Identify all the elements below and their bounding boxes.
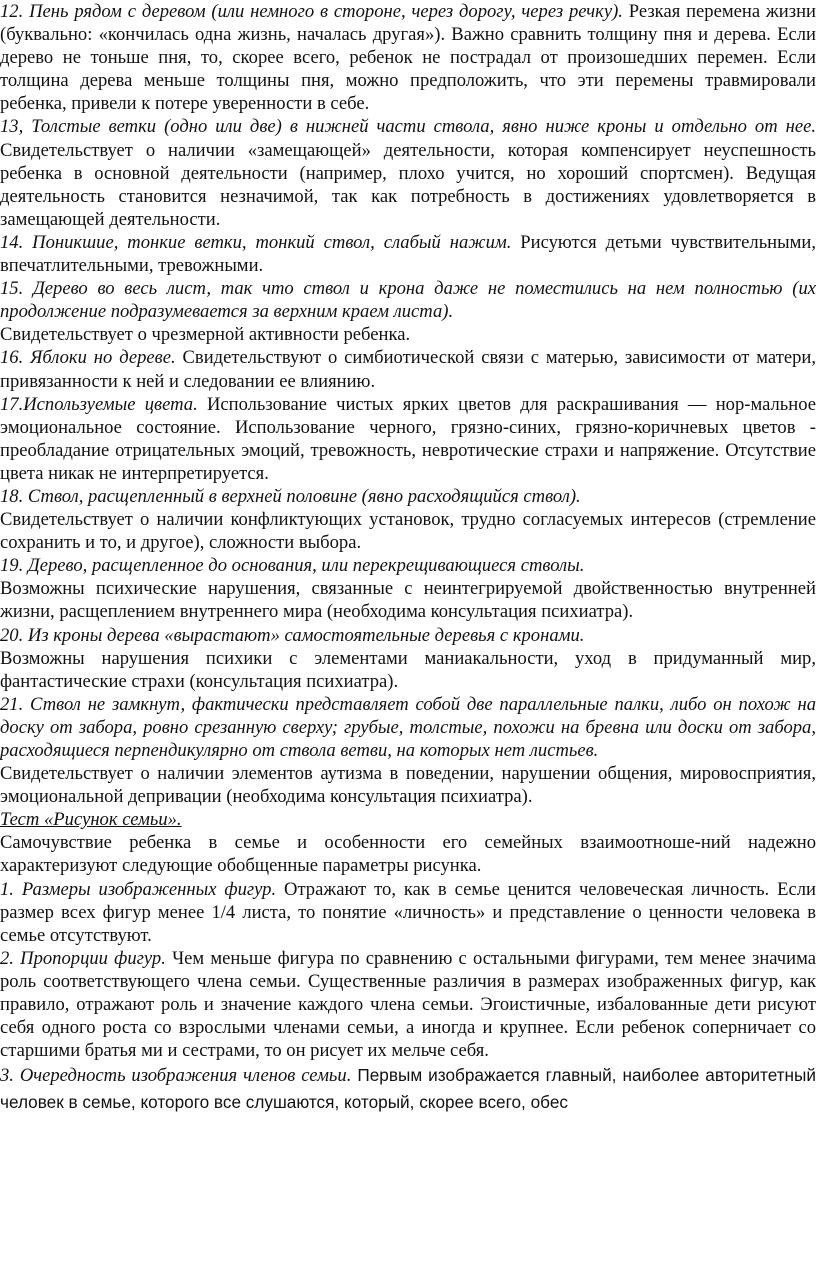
item-body: Свидетельствует о наличии «замещающей» деятельности, которая компенсирует неуспешность ребенка в основной деятельности (например, плохо учится, но хороший спортсмен). Ведущая деятельность становится незначимой, так как потребность в достижениях удовлетворяется в замещающей деятельности. <box>0 139 816 230</box>
paragraph-item-21-heading <box>0 693 816 762</box>
item-body: Свидетельствуют о симбиотической связи с матерью, зависимости от матери, привязанности к ней и следовании ее влиянию. <box>0 347 816 392</box>
family-heading: 3. Очередность изображения членов семьи. <box>0 1065 352 1087</box>
item-body: Резкая перемена жизни (буквально: «кончилась одна жизнь, началась другая»). Важно сравнить толщину пня и дерева. Если дерево не тоньше пня, то, скорее всего, ребенок не пострадал от произошедших перемен. Если толщина дерева меньше толщины пня, можно предположить, что эти перемены травмировали ребенка, привели к потере уверенности в себе. <box>0 1 816 115</box>
item-heading: 14. Поникшие, тонкие ветки, тонкий ствол, слабый нажим. <box>0 231 512 253</box>
item-heading: 16. Яблоки но дереве. <box>0 347 176 369</box>
item-body: Свидетельствует о чрезмерной активности ребенка. <box>0 324 411 346</box>
item-heading: 21. Ствол не замкнут, фактически представляет собой две параллельные палки, либо он похож на доску от забора, ровно срезанную сверху; грубые, толстые, похожи на бревна или доски от забора, расходящиеся перпендикулярно от ствола ветви, на которых нет листьев. <box>0 693 816 761</box>
item-heading: 13, Толстые ветки (одно или две) в нижней части ствола, явно ниже кроны и отдельно от нее. <box>0 116 816 138</box>
paragraph-family-3 <box>0 1062 816 1115</box>
item-body: Свидетельствует о наличии конфликтующих установок, трудно согласуемых интересов (стремление сохранить и то, и другое), сложности выбора. <box>0 509 816 554</box>
paragraph-family-2 <box>0 947 816 1062</box>
family-body: Чем меньше фигура по сравнению с остальными фигурами, тем менее значима роль соответствующего члена семьи. Существенные различия в размерах изображенных фигур, как правило, отражают роль и значение каждого члена семьи. Эгоистичные, избалованные дети рисуют себя одного роста со взрослыми членами семьи, а иногда и крупнее. Если ребенок соперничает со старшими братья ми и сестрами, то он рисует их мельче себя. <box>0 947 816 1062</box>
item-heading: 17.Используемые цвета. <box>0 393 198 415</box>
paragraph-family-1 <box>0 878 816 947</box>
family-heading: 1. Размеры изображенных фигур. <box>0 878 277 900</box>
paragraph-item-14 <box>0 231 816 277</box>
item-heading: 19. Дерево, расщепленное до основания, или перекрещивающиеся стволы. <box>0 555 585 577</box>
item-body: Использование чистых ярких цветов для раскрашивания — нор-мальное эмоциональное состояние. Использование черного, грязно-синих, грязно-коричневых цветов - преобладание отрицательных эмоций, тревожность, невротические страхи и напряжение. Отсутствие цвета никак не интерпретируется. <box>0 393 816 484</box>
paragraph-item-13 <box>0 115 816 230</box>
section-intro-text: Самочувствие ребенка в семье и особенности его семейных взаимоотноше-ний надежно характеризуют следующие обобщенные параметры рисунка. <box>0 832 816 877</box>
paragraph-item-20-body <box>0 647 816 693</box>
item-body: Свидетельствует о наличии элементов аутизма в поведении, нарушении общения, мировосприятия, эмоциональной депривации (необходима консультация психиатра). <box>0 763 816 808</box>
paragraph-item-15-body <box>0 323 816 346</box>
section-title-text: Тест «Рисунок семьи». <box>0 809 182 831</box>
family-heading: 2. Пропорции фигур. <box>0 947 166 969</box>
paragraph-item-19-body <box>0 577 816 623</box>
paragraph-item-18-body <box>0 508 816 554</box>
item-body: Рисуются детьми чувствительными, впечатлительными, тревожными. <box>0 231 816 277</box>
item-heading: 12. Пень рядом с деревом (или немного в стороне, через дорогу, через речку). <box>0 1 623 22</box>
item-body: Возможны нарушения психики с элементами маниакальности, уход в придуманный мир, фантастические страхи (консультация психиатра). <box>0 647 816 692</box>
family-body: Отражают то, как в семье ценится человеческая личность. Если размер всех фигур менее 1/4 листа, то понятие «личность» и представление о ценности человека в семье отсутствуют. <box>0 878 816 946</box>
section-title <box>0 808 816 831</box>
item-heading: 20. Из кроны дерева «вырастают» самостоятельные деревья с кронами. <box>0 624 585 646</box>
paragraph-item-21-body <box>0 762 816 808</box>
paragraph-item-16 <box>0 346 816 392</box>
item-heading: 15. Дерево во весь лист, так что ствол и крона даже не поместились на нем полностью (их продолжение подразумевается за верхним краем листа). <box>0 278 816 323</box>
paragraph-item-20-heading <box>0 624 816 647</box>
paragraph-item-19-heading <box>0 554 816 577</box>
paragraph-item-18-heading <box>0 485 816 508</box>
item-body: Возможны психические нарушения, связанные с неинтегрируемой двойственностью внутренней жизни, расщеплением внутреннего мира (необходима консультация психиатра). <box>0 578 816 623</box>
item-heading: 18. Ствол, расщепленный в верхней половине (явно расходящийся ствол). <box>0 485 581 507</box>
section-intro <box>0 831 816 877</box>
paragraph-item-15-heading <box>0 277 816 323</box>
family-body: Первым изображается главный, наиболее авторитетный человек в семье, которого все слушаются, который, скорее всего, обес <box>0 1065 816 1113</box>
paragraph-item-12 <box>0 0 816 115</box>
paragraph-item-17 <box>0 393 816 485</box>
